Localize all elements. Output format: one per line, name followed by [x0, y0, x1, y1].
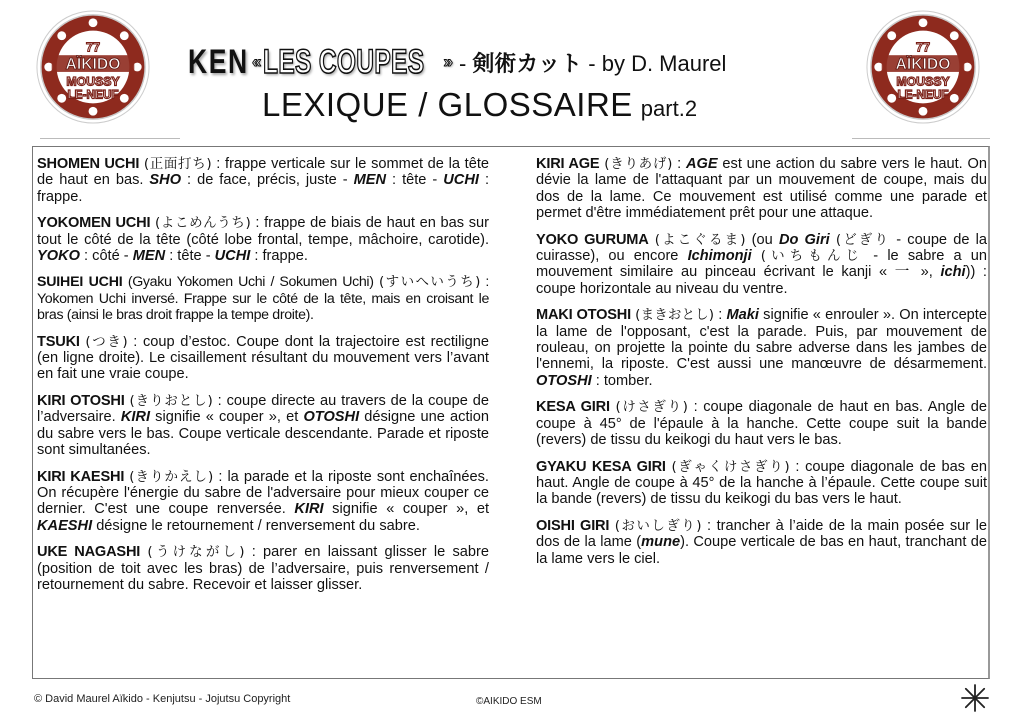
footer-copyright: © David Maurel Aïkido - Kenjutsu - Jojutsu Copyright	[34, 693, 291, 705]
title-author: - by D. Maurel	[582, 50, 727, 76]
glossary-definition-text: : frappe de biais de haut en bas sur tout le côté de la tête (côté lobe frontal, tempe, mâchoire, carotide).	[37, 215, 489, 248]
glossary-kana: (きりおとし)	[129, 392, 213, 409]
glossary-term: OISHI GIRI	[536, 517, 610, 534]
glossary-kana: (けさぎり)	[615, 399, 688, 416]
glossary-keyword: Do Giri	[778, 231, 830, 248]
glossary-definition-text: : coup d’estoc. Coupe dont la trajectoire est rectiligne (en ligne droite). Le cisaillement résultant du mouvement vers l’avant en fait une vraie coupe.	[37, 333, 489, 383]
glossary-term: GYAKU KESA GIRI	[536, 458, 666, 475]
title-separator: -	[458, 50, 473, 76]
title-japanese: 剣術カット	[472, 51, 583, 77]
title-quote-open: «	[252, 52, 262, 71]
glossary-definition-text: :	[672, 156, 686, 172]
glossary-keyword: MEN	[132, 248, 166, 265]
glossary-keyword: KIRI	[294, 501, 324, 518]
aikido-club-emblem-icon	[864, 8, 982, 126]
glossary-kana: (つき)	[85, 333, 128, 350]
glossary-keyword: OTOSHI	[303, 409, 360, 426]
glossary-entry	[37, 544, 489, 593]
glossary-keyword: SHO	[149, 172, 182, 189]
glossary-kana: (正面打ち)	[143, 156, 212, 172]
glossary-kana: (すいへいうち)	[378, 274, 481, 291]
subtitle-part: part.2	[640, 96, 698, 121]
glossary-definition-text: signifie « couper », et	[323, 501, 489, 518]
glossary-definition-text: : côté -	[79, 248, 133, 265]
svg-text:LE-NEUF: LE-NEUF	[67, 87, 119, 102]
glossary-keyword: Maki	[726, 307, 759, 324]
glossary-term: SHOMEN UCHI	[37, 156, 140, 172]
glossary-definition-text: : la parade et la riposte sont enchaînées. On récupère l'énergie du sabre de l'adversaire pour mieux couper ce dernier. C'est une coupe renversée.	[37, 468, 489, 518]
glossary-entry	[536, 518, 987, 567]
glossary-entry	[37, 274, 489, 323]
glossary-definition-text: : tomber.	[591, 372, 653, 389]
glossary-term: YOKOMEN UCHI	[37, 215, 151, 232]
glossary-definition-text: signifie « couper », et	[150, 409, 304, 426]
glossary-term: UKE NAGASHI	[37, 544, 141, 561]
asterisk-icon	[960, 683, 990, 713]
svg-text:77: 77	[85, 39, 101, 55]
club-logo-right	[864, 8, 982, 126]
glossary-kana: (よこぐるま)	[654, 231, 746, 248]
glossary-keyword: mune	[641, 534, 681, 551]
glossary-keyword: Ichimonji	[687, 248, 752, 265]
glossary-entry	[37, 156, 489, 205]
page-subtitle	[262, 86, 697, 124]
glossary-definition-text: : frappe.	[37, 172, 489, 205]
glossary-definition-text: : coupe directe au travers de la coupe de l’adversaire.	[37, 392, 489, 426]
glossary-definition-text: )) : coupe horizontale au niveau du ventre.	[536, 264, 987, 297]
svg-text:77: 77	[915, 39, 931, 55]
glossary-kana: (ぎゃくけさぎり)	[671, 458, 790, 475]
glossary-definition-text: : coupe diagonale de haut en bas. Angle de coupe à 45° de l'épaule à la hanche. Cette coupe suit la bande (revers) de tissu du keikogi du haut vers le bas.	[536, 399, 987, 449]
glossary-keyword: OTOSHI	[536, 372, 592, 389]
svg-text:AÏKIDO: AÏKIDO	[895, 55, 951, 73]
glossary-definition-text: est une action du sabre vers le haut. On dévie la lame de l'attaquant par un mouvement de coupe, mais du dos de la lame. Ce mouvement est utilisé comme une parade et permet d'être immédiatement prêt pour une attaque.	[536, 156, 987, 222]
glossary-entry	[37, 334, 489, 383]
glossary-kana: (どぎり	[835, 231, 891, 248]
svg-text:MOUSSY: MOUSSY	[66, 74, 120, 89]
subtitle-main: LEXIQUE / GLOSSAIRE	[262, 86, 633, 123]
glossary-kana: (いちもんじ	[760, 248, 865, 265]
title-quote-close: »	[443, 52, 453, 71]
glossary-definition-text: (Gyaku Yokomen Uchi / Sokumen Uchi)	[122, 274, 379, 291]
glossary-entry	[37, 393, 489, 459]
glossary-definition-text: - coupe de la cuirasse), ou encore	[536, 231, 987, 265]
glossary-definition-text: désigne le retournement / renversement du sabre.	[92, 517, 420, 534]
svg-text:LE-NEUF: LE-NEUF	[897, 87, 949, 102]
glossary-definition-text: : de face, précis, juste -	[181, 172, 354, 189]
glossary-kana: (よこめんうち)	[155, 215, 251, 232]
glossary-definition-text: - le sabre a un mouvement similaire au pinceau écrivant le kanji « 一 »,	[536, 248, 987, 281]
glossary-entry	[37, 469, 489, 535]
logo-underline-left	[40, 138, 180, 139]
logo-underline-right	[852, 138, 990, 139]
glossary-entry	[536, 307, 987, 389]
title-les-coupes: LES COUPES	[263, 42, 425, 81]
glossary-definition-text: désigne une action du sabre vers le bas. Coupe verticale descendante. Parade et riposte sont simultanées.	[37, 409, 489, 459]
glossary-term: KIRI OTOSHI	[37, 392, 125, 409]
glossary-entry	[536, 399, 987, 448]
glossary-column-right	[536, 156, 987, 577]
glossary-definition-text: : frappe.	[250, 248, 308, 265]
title-ken: KEN	[188, 42, 249, 81]
glossary-definition-text: : Yokomen Uchi inversé. Frappe sur le côté de la tête, mais en croisant le bras (ainsi le bras droit frappe la tempe droite).	[37, 274, 490, 324]
glossary-definition-text: : parer en laissant glisser le sabre (position de toit avec les bras) de l’adversaire, puis renversement / retournement du sabre. Recevoir et laisser glisser.	[37, 544, 489, 593]
glossary-definition-text: (ou	[745, 231, 779, 248]
glossary-definition-text: : tête -	[386, 172, 444, 189]
glossary-definition-text: : frappe verticale sur le sommet de la tête de haut en bas.	[37, 156, 489, 189]
glossary-definition-text: : trancher à l’aide de la main posée sur le dos de la lame (	[536, 517, 987, 551]
glossary-term: SUIHEI UCHI	[37, 274, 123, 291]
glossary-keyword: ichi	[940, 264, 966, 281]
glossary-definition-text	[752, 248, 761, 264]
glossary-keyword: YOKO	[37, 248, 80, 265]
club-logo-left	[34, 8, 152, 126]
glossary-term: MAKI OTOSHI	[536, 307, 631, 324]
glossary-kana: (きりかえし)	[129, 468, 214, 485]
glossary-kana: (うけながし)	[147, 544, 245, 561]
aikido-club-emblem-icon	[34, 8, 152, 126]
svg-text:AÏKIDO: AÏKIDO	[65, 55, 121, 73]
glossary-column-left	[37, 156, 489, 603]
glossary-kana: (おいしぎり)	[614, 517, 702, 534]
glossary-definition-text: :	[714, 307, 727, 324]
glossary-keyword: KAESHI	[37, 517, 93, 534]
glossary-entry	[37, 215, 489, 264]
glossary-keyword: UCHI	[214, 248, 251, 265]
glossary-definition-text: ). Coupe verticale de bas en haut, tranchant de la lame vers le ciel.	[536, 534, 987, 567]
glossary-term: KESA GIRI	[536, 399, 610, 416]
glossary-keyword: KIRI	[120, 409, 151, 426]
glossary-definition-text: signifie « enrouler ». On intercepte la lame de l'opposant, c'est la parade. Puis, par mouvement de rouleau, on projette la pointe du sabre adverse dans les jambes de l'ennemi, la riposte. C'est aussi une manœuvre de désarmement.	[536, 307, 987, 373]
glossary-keyword: MEN	[353, 172, 387, 189]
footer-copyright-esm: ©AIKIDO ESM	[476, 696, 542, 707]
glossary-keyword: UCHI	[443, 172, 479, 189]
glossary-entry	[536, 156, 987, 222]
glossary-keyword: AGE	[686, 156, 718, 172]
title-suffix	[459, 47, 727, 78]
page-title	[188, 40, 848, 84]
glossary-definition-text: : coupe diagonale de bas en haut. Angle de coupe à 45° de la hanche à l’épaule. Cette coupe suit la bande (revers) de tissu du keikogi du bas vers le haut.	[536, 458, 987, 508]
glossary-term: KIRI AGE	[536, 156, 600, 172]
glossary-entry	[536, 232, 987, 298]
glossary-term: KIRI KAESHI	[37, 468, 125, 485]
glossary-entry	[536, 459, 987, 508]
glossary-kana: (きりあげ)	[604, 156, 673, 172]
glossary-term: TSUKI	[37, 333, 80, 350]
glossary-definition-text: : tête -	[165, 248, 215, 265]
glossary-kana: (まきおとし)	[635, 307, 715, 324]
svg-text:MOUSSY: MOUSSY	[896, 74, 950, 89]
glossary-term: YOKO GURUMA	[536, 231, 649, 248]
